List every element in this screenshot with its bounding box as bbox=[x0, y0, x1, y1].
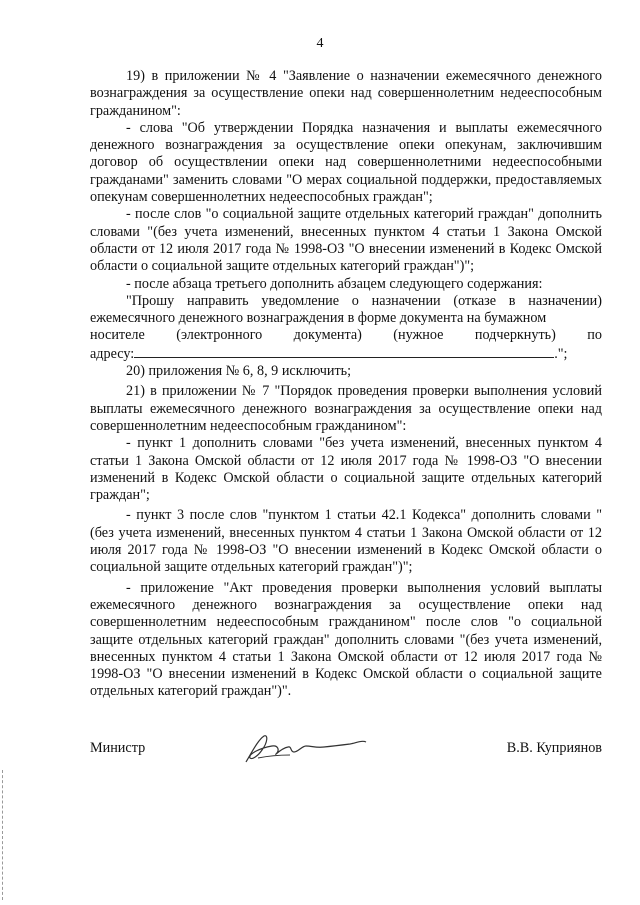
paragraph-point-3: - пункт 3 после слов "пунктом 1 статьи 42.1 Кодекса" дополнить словами "(без учета изменений, внесенных пунктом 4 статьи 1 Закона Омской области от 12 июля 2017 года № 1998-ОЗ "О внесении изменений в Кодекс Омской области о социальной защите отдельных категорий граждан")"; bbox=[90, 507, 602, 576]
address-line bbox=[90, 345, 602, 363]
paragraph-item-20: 20) приложения № 6, 8, 9 исключить; bbox=[126, 363, 352, 380]
signature-block bbox=[90, 728, 602, 768]
page-number: 4 bbox=[316, 36, 324, 51]
paragraph-replace-words: - слова "Об утверждении Порядка назначения и выплаты ежемесячного денежного вознаграждения за осуществление опеки опекунам, заключившим договор об осуществлении опеки над совершеннолетними недееспособными гражданами" заменить словами "О мерах социальной поддержки, предоставляемых опекунам совершеннолетних недееспособных граждан"; bbox=[90, 119, 602, 206]
paragraph-add-abzac: - после абзаца третьего дополнить абзацем следующего содержания: bbox=[126, 275, 543, 292]
scan-edge-mark bbox=[2, 770, 5, 900]
signer-name: В.В. Куприянов bbox=[506, 740, 602, 756]
paragraph-item-19: 19) в приложении № 4 "Заявление о назначении ежемесячного денежного вознаграждения за осуществление опеки над совершеннолетним недееспособным гражданином": bbox=[90, 68, 602, 119]
address-end: ."; bbox=[554, 345, 568, 362]
media-line: носителе (электронного документа) (нужное подчеркнуть) по bbox=[90, 327, 602, 344]
address-blank-line bbox=[134, 345, 554, 358]
paragraph-point-1: - пункт 1 дополнить словами "без учета изменений, внесенных пунктом 4 статьи 1 Закона Омской области от 12 июля 2017 года № 1998-ОЗ "О внесении изменений в Кодекс Омской области о социальной защите отдельных категорий граждан"; bbox=[90, 435, 602, 504]
paragraph-request-text: "Прошу направить уведомление о назначении (отказе в назначении) ежемесячного денежного вознаграждения в форме документа на бумажном bbox=[90, 292, 602, 327]
paragraph-add-words: - после слов "о социальной защите отдельных категорий граждан" дополнить словами "(без учета изменений, внесенных пунктом 4 статьи 1 Закона Омской области от 12 июля 2017 года № 1998-ОЗ "О внесении изменений в Кодекс Омской области о социальной защите отдельных категорий граждан")"; bbox=[90, 206, 602, 275]
paragraph-act-appendix: - приложение "Акт проведения проверки выполнения условий выплаты ежемесячного денежного вознаграждения за осуществление опеки над совершеннолетним недееспособным гражданином" после слов "о социальной защите отдельных категорий граждан" дополнить словами "(без учета изменений, внесенных пунктом 4 статьи 1 Закона Омской области от 12 июля 2017 года № 1998-ОЗ "О внесении изменений в Кодекс Омской области о социальной защите отдельных категорий граждан")". bbox=[90, 579, 602, 700]
paragraph-item-21: 21) в приложении № 7 "Порядок проведения проверки выполнения условий выплаты ежемесячного денежного вознаграждения за осуществление опеки над совершеннолетним недееспособным гражданином": bbox=[90, 383, 602, 434]
signer-title: Министр bbox=[90, 740, 146, 756]
address-label: адресу: bbox=[90, 345, 135, 362]
handwritten-signature bbox=[238, 728, 378, 768]
document-body bbox=[90, 68, 602, 701]
